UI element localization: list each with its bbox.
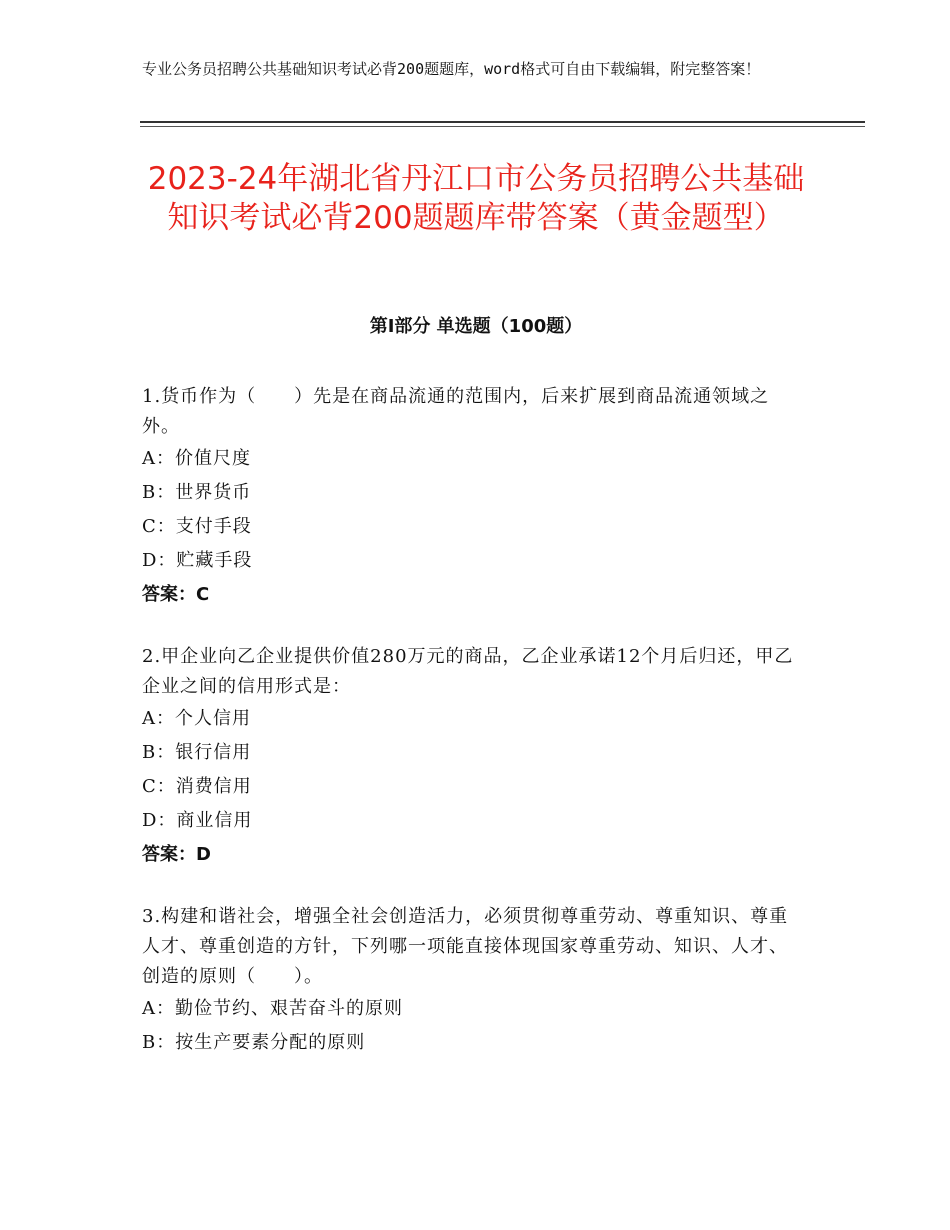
option-b: B：世界货币 (142, 482, 252, 503)
section-heading: 第Ⅰ部分 单选题（100题） (369, 316, 583, 337)
question-2 (142, 642, 804, 872)
header-note: 专业公务员招聘公共基础知识考试必背200题题库，word格式可自由下载编辑，附完整答案！ (142, 60, 761, 78)
header-divider-thick (140, 121, 865, 123)
option-a: A：个人信用 (142, 708, 251, 729)
option-b: B：按生产要素分配的原则 (142, 1032, 366, 1053)
answer-line: 答案：D (142, 844, 211, 865)
answer-line: 答案：C (142, 584, 210, 605)
header-divider-thin (140, 126, 865, 127)
question-stem: 3.构建和谐社会，增强全社会创造活力，必须贯彻尊重劳动、尊重知识、尊重人才、尊重创造的方针，下列哪一项能直接体现国家尊重劳动、知识、人才、创造的原则（ ）。 (142, 906, 789, 987)
question-1 (142, 382, 804, 612)
option-a: A：价值尺度 (142, 448, 251, 469)
option-b: B：银行信用 (142, 742, 252, 763)
option-d: D：商业信用 (142, 810, 253, 831)
option-a: A：勤俭节约、艰苦奋斗的原则 (142, 998, 403, 1019)
option-c: C：支付手段 (142, 516, 252, 537)
document-title: 2023-24年湖北省丹江口市公务员招聘公共基础知识考试必背200题题库带答案（黄金题型） (147, 161, 805, 236)
question-stem: 1.货币作为（ ）先是在商品流通的范围内，后来扩展到商品流通领域之外。 (142, 386, 770, 437)
question-stem: 2.甲企业向乙企业提供价值280万元的商品，乙企业承诺12个月后归还，甲乙企业之间的信用形式是： (142, 646, 794, 697)
question-3 (142, 902, 804, 1060)
option-d: D：贮藏手段 (142, 550, 253, 571)
question-list (142, 382, 804, 1090)
option-c: C：消费信用 (142, 776, 252, 797)
